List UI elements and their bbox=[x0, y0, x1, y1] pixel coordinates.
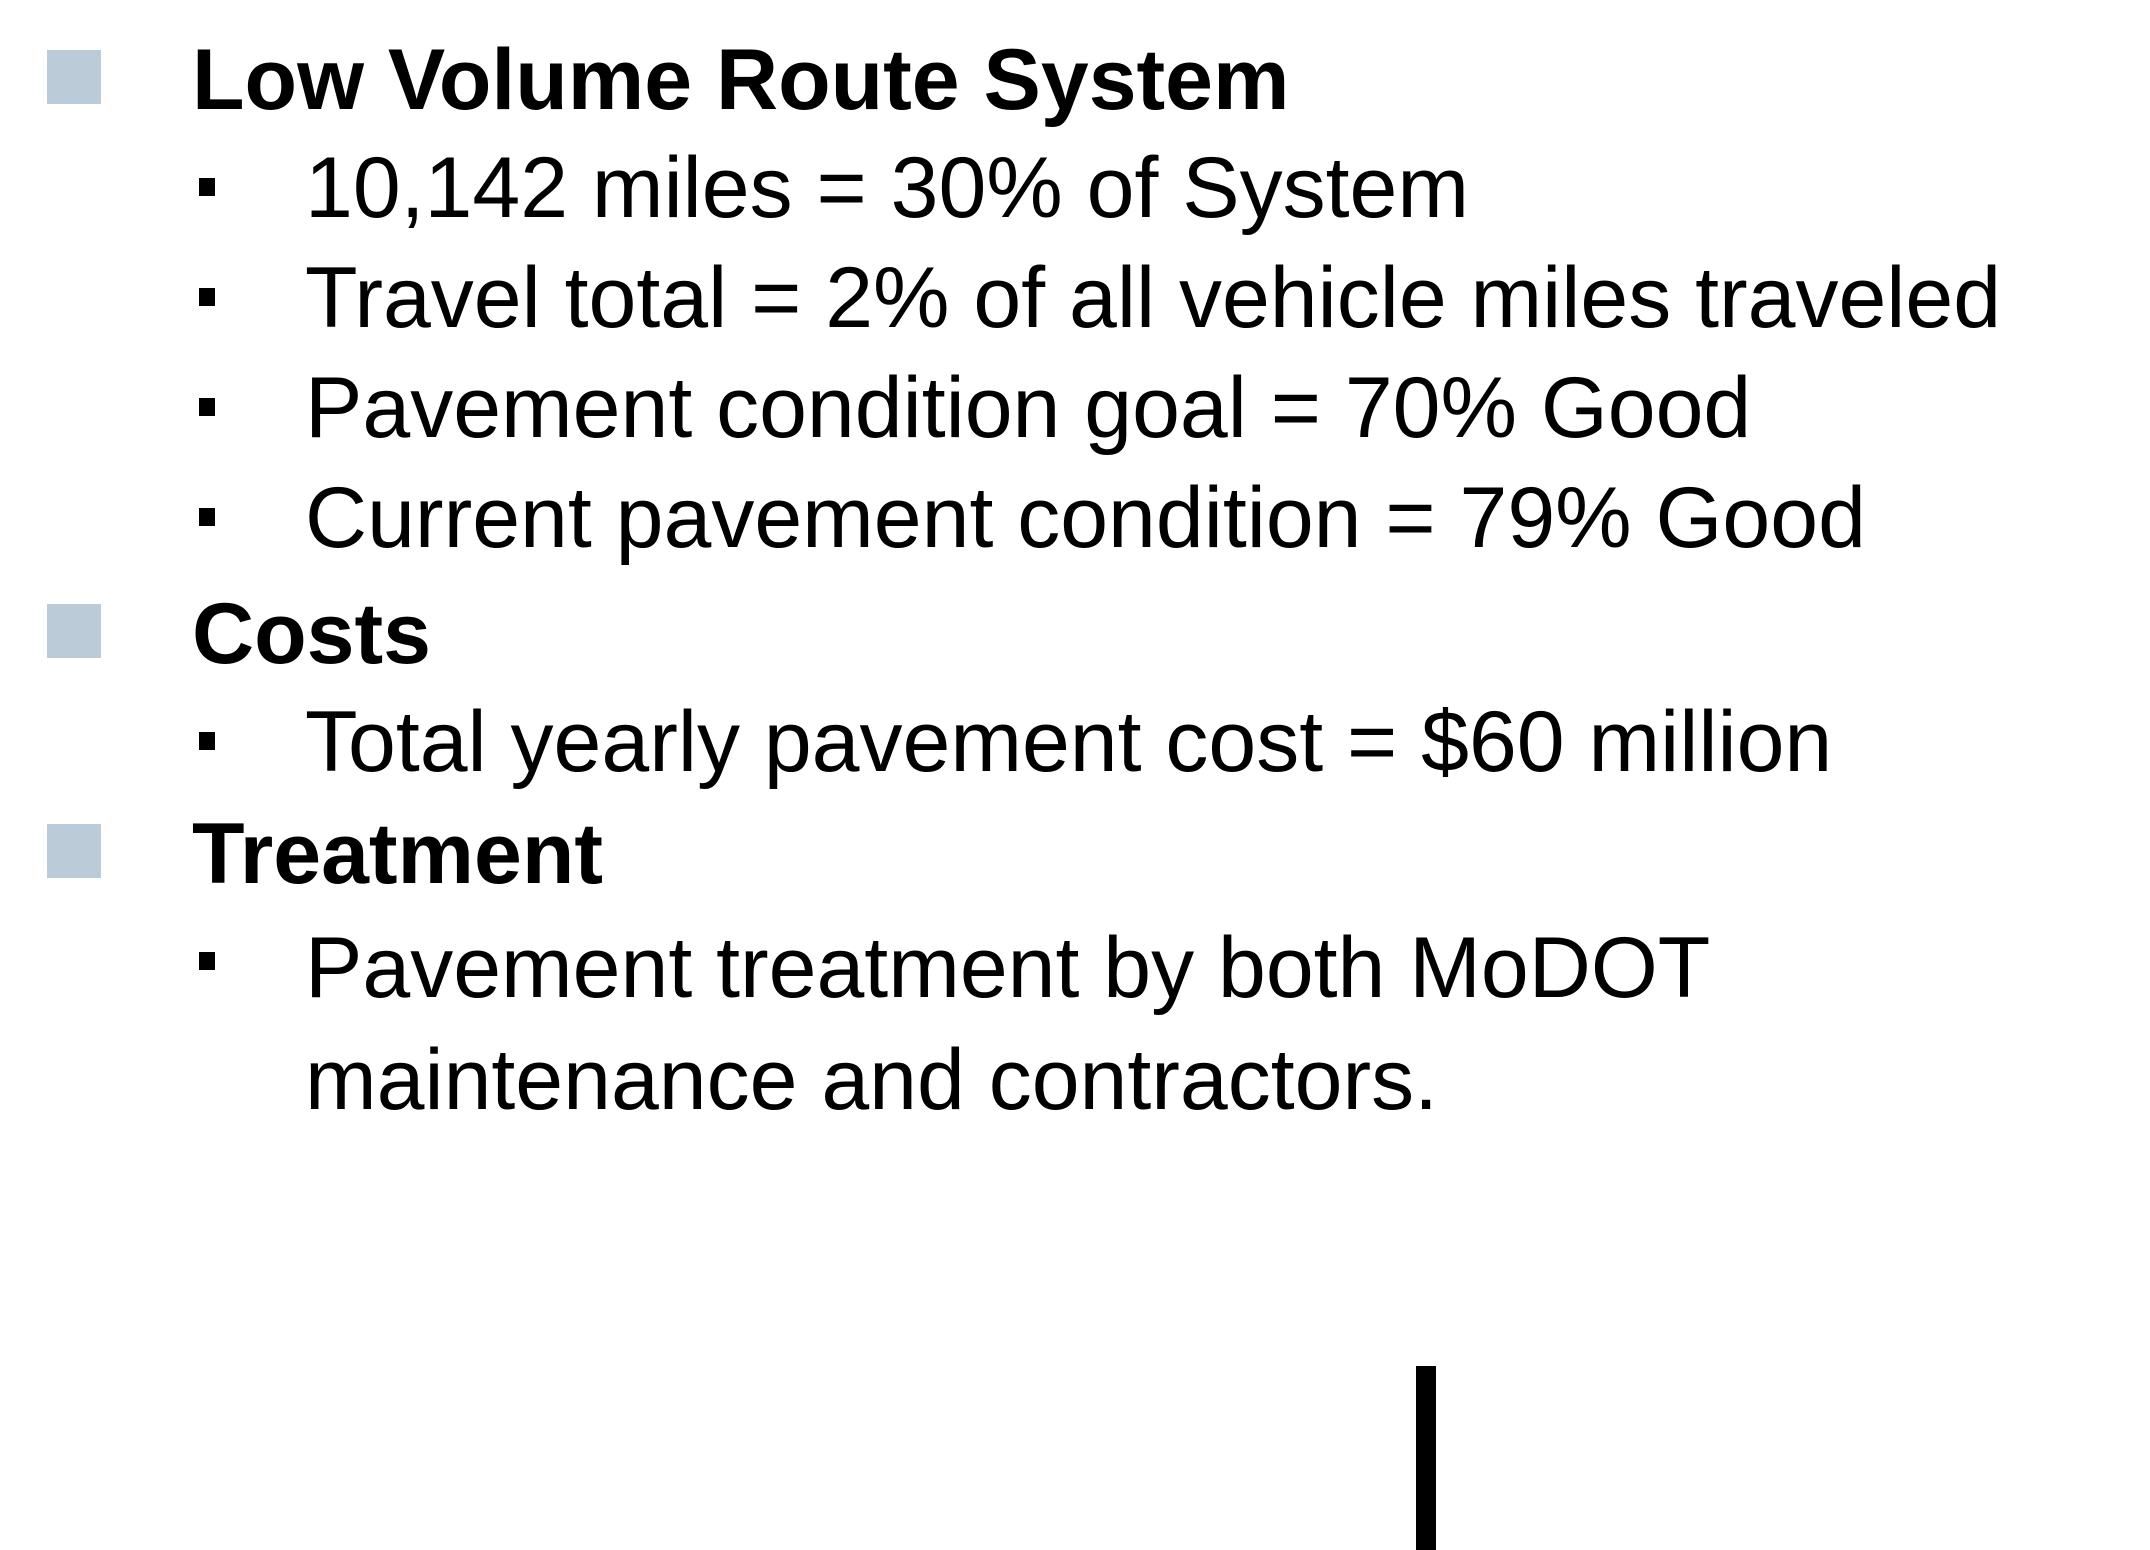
bullet-icon bbox=[199, 952, 215, 970]
section-treatment bbox=[0, 782, 2150, 1128]
text-cursor-bar bbox=[1416, 1366, 1436, 1550]
list-item-text: Pavement treatment by both MoDOT maintenance and contractors. bbox=[305, 920, 1709, 1128]
bullet-icon bbox=[199, 398, 215, 416]
list-item bbox=[0, 228, 2150, 346]
section-heading-row bbox=[0, 8, 2150, 128]
list-item-text: Travel total = 2% of all vehicle miles traveled bbox=[305, 250, 2002, 346]
list-item bbox=[0, 672, 2150, 790]
square-bullet-icon bbox=[47, 50, 101, 104]
section-costs bbox=[0, 562, 2150, 790]
section-heading: Low Volume Route System bbox=[192, 32, 1290, 128]
square-bullet-icon bbox=[47, 604, 101, 658]
bullet-icon bbox=[199, 508, 215, 526]
section-low-volume-route-system bbox=[0, 8, 2150, 566]
square-bullet-icon bbox=[47, 824, 101, 878]
list-item-text: 10,142 miles = 30% of System bbox=[305, 140, 1469, 236]
section-heading-row bbox=[0, 562, 2150, 682]
list-item-text: Total yearly pavement cost = $60 million bbox=[305, 694, 1833, 790]
bullet-icon bbox=[199, 732, 215, 750]
list-item bbox=[0, 448, 2150, 566]
bullet-icon bbox=[199, 178, 215, 196]
list-item bbox=[0, 892, 2150, 1128]
bullet-icon bbox=[199, 288, 215, 306]
section-heading: Treatment bbox=[192, 806, 604, 902]
list-item-text: Current pavement condition = 79% Good bbox=[305, 470, 1866, 566]
list-item bbox=[0, 118, 2150, 236]
list-item-text: Pavement condition goal = 70% Good bbox=[305, 360, 1752, 456]
list-item bbox=[0, 338, 2150, 456]
section-heading: Costs bbox=[192, 586, 431, 682]
section-heading-row bbox=[0, 782, 2150, 902]
